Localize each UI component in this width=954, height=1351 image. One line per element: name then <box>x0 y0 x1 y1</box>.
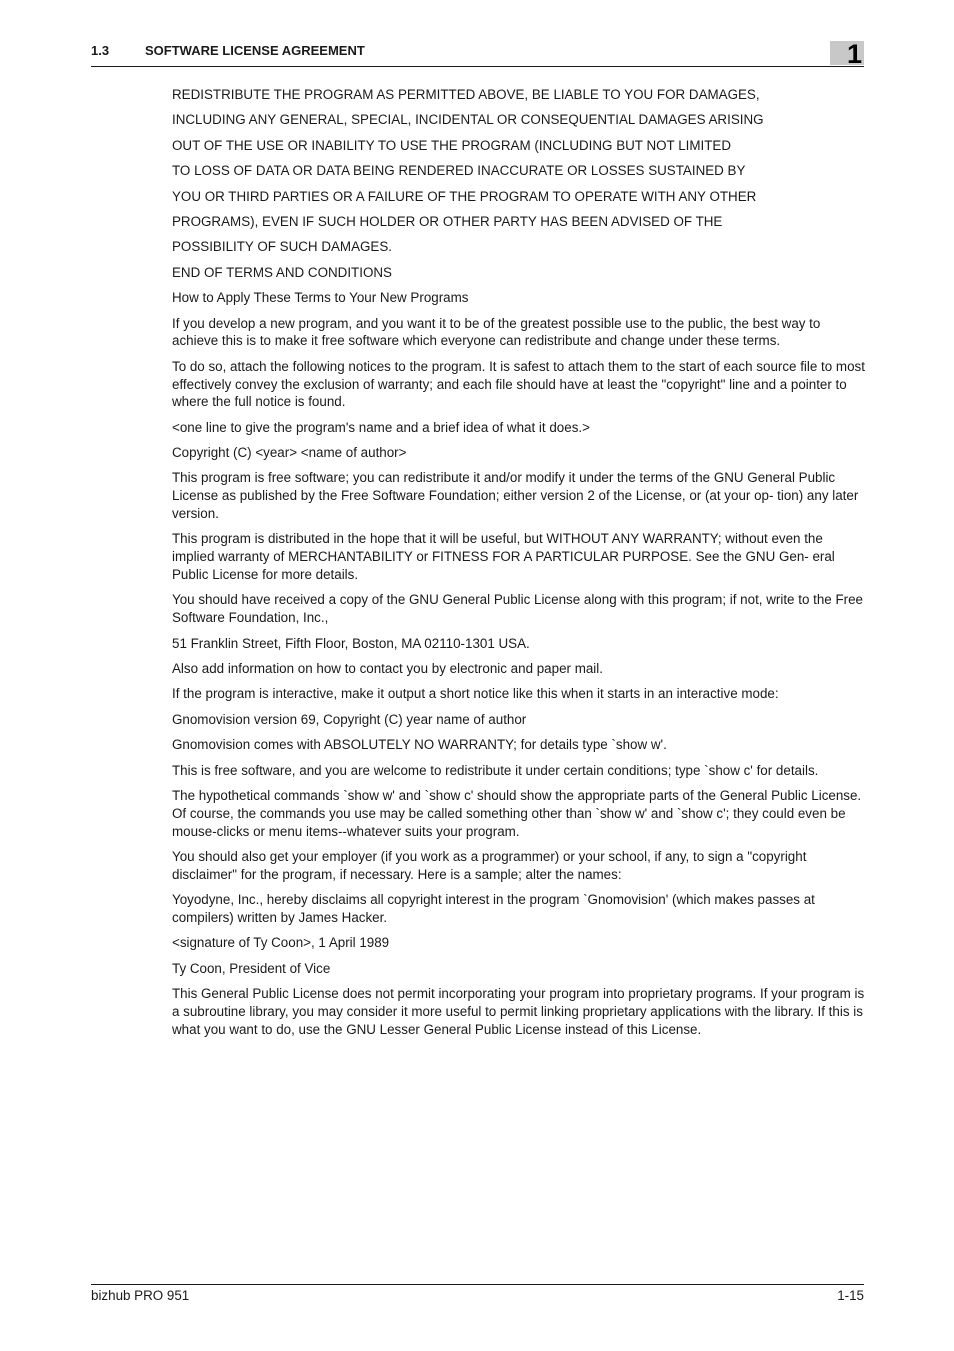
license-paragraph: This General Public License does not permit incorporating your program into proprietary programs. If your program is a subroutine library, you may consider it more useful to permit linking proprietary applications with the library. If this is what you want to do, use the GNU Lesser General Public License instead of this License. <box>172 986 865 1037</box>
section-number: 1.3 <box>91 43 110 58</box>
chapter-number: 1 <box>846 39 862 69</box>
license-paragraph: The hypothetical commands `show w' and `show c' should show the appropriate parts of the General Public License. Of course, the commands you use may be called something other than `show w' and `show c'; they could even be mouse-clicks or menu items--whatever suits your program. <box>172 787 862 839</box>
section-title: SOFTWARE LICENSE AGREEMENT <box>145 43 365 58</box>
license-paragraph: Copyright (C) <year> <name of author> <box>172 445 407 461</box>
license-paragraph: This is free software, and you are welcome to redistribute it under certain conditions; type `show c' for details. <box>172 762 819 778</box>
license-paragraph: This program is distributed in the hope that it will be useful, but WITHOUT ANY WARRANTY; without even the implied warranty of MERCHANTABILITY or FITNESS FOR A PARTICULAR PURPOSE. See the GNU Gen- eral Public License for more details. <box>172 531 835 583</box>
page-number: 1-15 <box>837 1288 864 1303</box>
license-paragraph: PROGRAMS), EVEN IF SUCH HOLDER OR OTHER PARTY HAS BEEN ADVISED OF THE <box>172 213 723 229</box>
license-paragraph: You should have received a copy of the GNU General Public License along with this program; if not, write to the Free Software Foundation, Inc., <box>172 592 863 626</box>
license-paragraph: Also add information on how to contact you by electronic and paper mail. <box>172 661 603 677</box>
license-paragraph: If you develop a new program, and you want it to be of the greatest possible use to the public, the best way to achieve this is to make it free software which everyone can redistribute and change under these terms. <box>172 315 821 349</box>
license-paragraph: Yoyodyne, Inc., hereby disclaims all copyright interest in the program `Gnomovision' (which makes passes at compilers) written by James Hacker. <box>172 892 815 925</box>
license-paragraph: Gnomovision comes with ABSOLUTELY NO WARRANTY; for details type `show w'. <box>172 737 667 753</box>
how-to-apply-heading: How to Apply These Terms to Your New Programs <box>172 290 469 306</box>
license-paragraph: REDISTRIBUTE THE PROGRAM AS PERMITTED ABOVE, BE LIABLE TO YOU FOR DAMAGES, <box>172 87 760 102</box>
license-paragraph: You should also get your employer (if you work as a programmer) or your school, if any, to sign a "copyright disclaimer" for the program, if necessary. Here is a sample; alter the names: <box>172 848 807 882</box>
license-paragraph: To do so, attach the following notices to the program. It is safest to attach them to the start of each source file to most effectively convey the exclusion of warranty; and each file should have at least the "copyright" line and a pointer to where the full notice is found. <box>172 358 865 410</box>
license-paragraph: TO LOSS OF DATA OR DATA BEING RENDERED INACCURATE OR LOSSES SUSTAINED BY <box>172 163 746 179</box>
license-paragraph: Gnomovision version 69, Copyright (C) year name of author <box>172 711 527 727</box>
license-paragraph: POSSIBILITY OF SUCH DAMAGES. <box>172 239 393 255</box>
license-paragraph: <signature of Ty Coon>, 1 April 1989 <box>172 935 390 951</box>
product-name: bizhub PRO 951 <box>91 1288 190 1303</box>
license-paragraph: INCLUDING ANY GENERAL, SPECIAL, INCIDENTAL OR CONSEQUENTIAL DAMAGES ARISING <box>172 112 764 128</box>
license-paragraph: 51 Franklin Street, Fifth Floor, Boston, MA 02110-1301 USA. <box>172 635 530 651</box>
license-paragraph: OUT OF THE USE OR INABILITY TO USE THE PROGRAM (INCLUDING BUT NOT LIMITED <box>172 137 732 153</box>
license-paragraph: If the program is interactive, make it output a short notice like this when it starts in an interactive mode: <box>172 686 779 702</box>
license-body <box>172 86 865 1046</box>
page-footer <box>91 1284 864 1303</box>
license-paragraph: This program is free software; you can redistribute it and/or modify it under the terms of the GNU General Public License as published by the Free Software Foundation; either version 2 of the License, or (at your op- tion) any later version. <box>172 470 859 522</box>
page-header <box>91 40 864 67</box>
license-paragraph: <one line to give the program's name and a brief idea of what it does.> <box>172 419 590 435</box>
chapter-tab <box>830 39 864 69</box>
license-paragraph: Ty Coon, President of Vice <box>172 960 331 976</box>
end-of-terms-heading: END OF TERMS AND CONDITIONS <box>172 264 392 280</box>
license-paragraph: YOU OR THIRD PARTIES OR A FAILURE OF THE PROGRAM TO OPERATE WITH ANY OTHER <box>172 188 757 204</box>
